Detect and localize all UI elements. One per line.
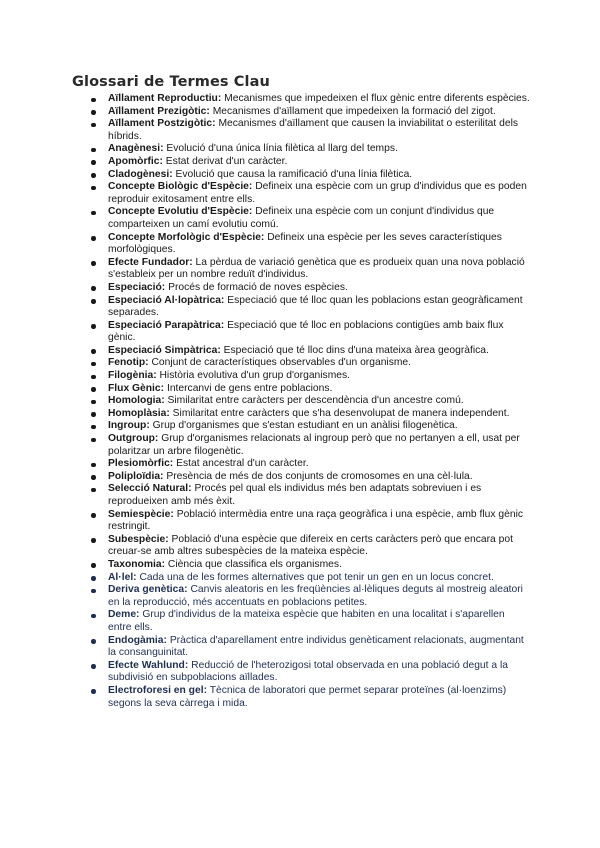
glossary-item	[108, 282, 530, 295]
glossary-term: Efecte Wahlund:	[108, 659, 189, 671]
glossary-item	[108, 169, 530, 182]
glossary-term: Homologia:	[108, 395, 165, 407]
glossary-term: Filogènia:	[108, 370, 157, 382]
glossary-definition: Presència de més de dos conjunts de cromosomes en una cèl·lula.	[166, 470, 473, 482]
glossary-item	[108, 420, 530, 433]
glossary-definition: Procés de formació de noves espècies.	[168, 281, 348, 293]
glossary-item	[108, 559, 530, 572]
glossary-term: Concepte Biològic d'Espècie:	[108, 181, 253, 193]
glossary-term: Al·lel:	[108, 571, 137, 583]
glossary-term: Cladogènesi:	[108, 168, 173, 180]
glossary-definition: Mecanismes d'aïllament que causen la inviabilitat o esterilitat dels híbrids.	[108, 118, 519, 142]
glossary-term: Concepte Morfològic d'Espècie:	[108, 231, 265, 243]
glossary-term: Outgroup:	[108, 433, 159, 445]
glossary-term: Poliploïdia:	[108, 470, 164, 482]
glossary-term: Ingroup:	[108, 420, 150, 432]
glossary-term: Aïllament Prezigòtic:	[108, 105, 210, 117]
glossary-definition: Història evolutiva d'un grup d'organismes.	[159, 370, 351, 382]
glossary-term: Electroforesi en gel:	[108, 684, 207, 696]
glossary-definition: Defineix una espècie com un conjunt d'individus que comparteixen un camí evolutiu comú.	[108, 206, 495, 230]
glossary-item	[108, 609, 530, 634]
glossary-item	[108, 458, 530, 471]
glossary-term: Deme:	[108, 609, 140, 621]
glossary-definition: Procés pel qual els individus més ben adaptats sobreviuen i es reprodueixen amb més èxit.	[108, 483, 482, 507]
glossary-definition: Especiació que té lloc quan les poblacions estan geogràficament separades.	[108, 294, 523, 319]
glossary-item	[108, 534, 530, 559]
glossary-term: Plesiomòrfic:	[108, 458, 174, 470]
glossary-item	[108, 483, 530, 508]
glossary-item	[108, 395, 530, 408]
glossary-definition: La pèrdua de variació genètica que es produeix quan una nova població s'estableix per un nombre reduït d'individus.	[108, 256, 525, 281]
page-title: Glossari de Termes Clau	[72, 74, 270, 90]
glossary-term: Concepte Evolutiu d'Espècie:	[108, 206, 253, 218]
glossary-term: Semiespècie:	[108, 508, 174, 520]
glossary-term: Homoplàsia:	[108, 407, 170, 419]
glossary-term: Subespècie:	[108, 533, 169, 545]
glossary-term: Especiació:	[108, 281, 166, 293]
glossary-term: Anagènesi:	[108, 143, 164, 155]
glossary-definition: Conjunt de característiques observables d'un organisme.	[151, 357, 412, 369]
glossary-definition: Evolució d'una única línia filètica al llarg del temps.	[166, 143, 398, 155]
glossary-item	[108, 685, 530, 710]
glossary-definition: Canvis aleatoris en les freqüències al·lèliques deguts al mostreig aleatori en la reproducció, més accentuats en poblacions petites.	[108, 584, 523, 608]
glossary-definition: Pràctica d'aparellament entre individus genèticament relacionats, augmentant la consanguinitat.	[108, 634, 524, 659]
glossary-item	[108, 181, 530, 206]
glossary-item	[108, 509, 530, 534]
glossary-definition: Similaritat entre caràcters que s'ha desenvolupat de manera independent.	[172, 407, 510, 419]
glossary-item	[108, 106, 530, 119]
glossary-term: Especiació Parapàtrica:	[108, 319, 225, 331]
glossary-term: Especiació Simpàtrica:	[108, 344, 221, 356]
glossary-definition: Similaritat entre caràcters per descendència d'un ancestre comú.	[167, 395, 464, 407]
glossary-definition: Població intermèdia entre una raça geogràfica i una espècie, amb flux gènic restringit.	[108, 508, 524, 533]
glossary-definition: Ciència que classifica els organismes.	[167, 558, 342, 570]
glossary-item	[108, 660, 530, 685]
glossary-term: Fenotip:	[108, 357, 149, 369]
glossary-definition: Cada una de les formes alternatives que pot tenir un gen en un locus concret.	[139, 571, 494, 583]
glossary-term: Deriva genètica:	[108, 584, 188, 596]
glossary-definition: Intercanvi de gens entre poblacions.	[166, 382, 333, 394]
glossary-item	[108, 408, 530, 421]
glossary-definition: Mecanismes d'aïllament que impedeixen la formació del zigot.	[212, 105, 496, 117]
glossary-definition: Grup d'organismes relacionats al ingroup però que no pertanyen a ell, usat per polaritzar un arbre filogenètic.	[108, 433, 520, 457]
glossary-item	[108, 635, 530, 660]
glossary-definition: Defineix una espècie com un grup d'individus que es poden reproduir exitosament entre ells.	[108, 181, 527, 205]
glossary-definition: Especiació que té lloc en poblacions contigües amb baix flux gènic.	[108, 319, 504, 344]
glossary-term: Apomòrfic:	[108, 155, 163, 167]
glossary-definition: Reducció de l'heterozigosi total observada en una població degut a la subdivisió en subpoblacions aïllades.	[108, 659, 508, 684]
glossary-term: Especiació Al·lopàtrica:	[108, 294, 225, 306]
glossary-item	[108, 143, 530, 156]
glossary-item	[108, 118, 530, 143]
glossary-item	[108, 295, 530, 320]
glossary-item	[108, 93, 530, 106]
glossary-term: Endogàmia:	[108, 634, 167, 646]
glossary-item	[108, 320, 530, 345]
glossary-definition: Grup d'individus de la mateixa espècie que habiten en una localitat i s'aparellen entre ells.	[108, 609, 505, 633]
glossary-item	[108, 345, 530, 358]
glossary-term: Aïllament Reproductiu:	[108, 93, 222, 104]
glossary-item	[108, 232, 530, 257]
glossary-definition: Estat derivat d'un caràcter.	[165, 155, 288, 167]
glossary-item	[108, 471, 530, 484]
glossary-definition: Especiació que té lloc dins d'una mateixa àrea geogràfica.	[223, 344, 489, 356]
glossary-item	[108, 584, 530, 609]
glossary-term: Aïllament Postzigòtic:	[108, 118, 216, 130]
glossary-definition: Població d'una espècie que difereix en certs caràcters però que encara pot creuar-se amb altres subespècies de la mateixa espècie.	[108, 533, 513, 558]
glossary-list	[108, 93, 530, 710]
glossary-definition: Grup d'organismes que s'estan estudiant en un anàlisi filogenètica.	[152, 420, 458, 432]
glossary-item	[108, 156, 530, 169]
glossary-definition: Evolució que causa la ramificació d'una línia filètica.	[175, 168, 413, 180]
glossary-definition: Defineix una espècie per les seves característiques morfològiques.	[108, 231, 502, 256]
glossary-item	[108, 572, 530, 585]
glossary-term: Selecció Natural:	[108, 483, 192, 495]
glossary-definition: Mecanismes que impedeixen el flux gènic entre diferents espècies.	[224, 93, 530, 104]
glossary-term: Taxonomia:	[108, 558, 166, 570]
glossary-item	[108, 206, 530, 231]
glossary-definition: Estat ancestral d'un caràcter.	[176, 458, 309, 470]
glossary-term: Efecte Fundador:	[108, 256, 193, 268]
glossary-item	[108, 433, 530, 458]
glossary-item	[108, 257, 530, 282]
glossary-term: Flux Gènic:	[108, 382, 165, 394]
glossary-item	[108, 383, 530, 396]
glossary-item	[108, 357, 530, 370]
glossary-item	[108, 370, 530, 383]
glossary-definition: Tècnica de laboratori que permet separar proteïnes (al·loenzims) segons la seva càrrega i mida.	[108, 684, 507, 709]
